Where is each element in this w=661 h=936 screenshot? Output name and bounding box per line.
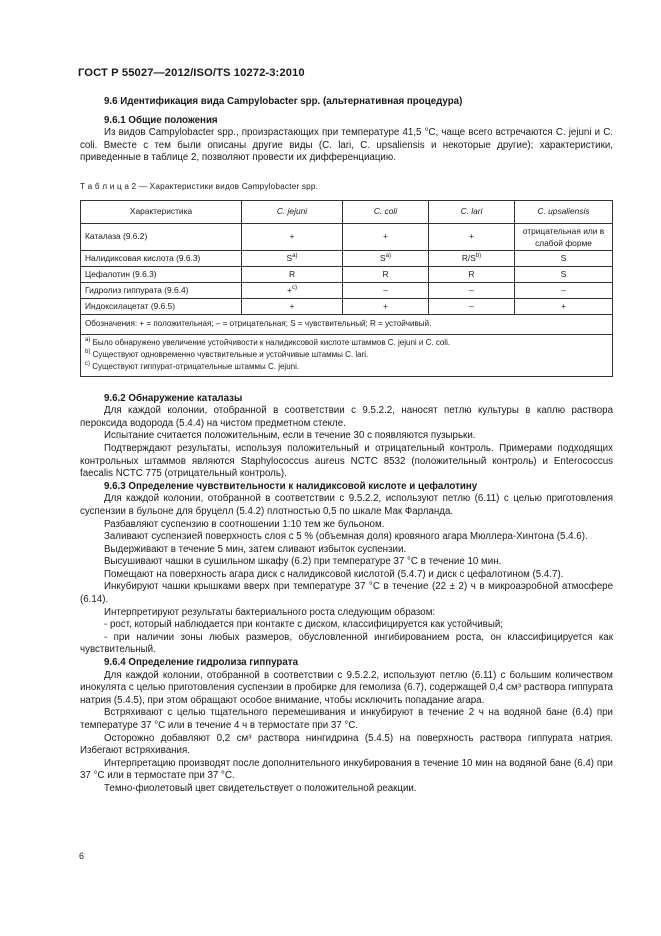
table-cell: + — [343, 298, 429, 314]
footnote-mark: с) — [291, 284, 297, 291]
table-cell: отрицательная или в слабой форме — [515, 223, 613, 250]
table-caption: Т а б л и ц а 2 — Характеристики видов Campylobacter spp. — [80, 181, 319, 191]
paragraph: Подтверждают результаты, используя положительный и отрицательный контроль. Примерами подходящих контрольных штаммов являются Staphylococcus aureus NCTC 8532 (положительный контроль) и Enterococcus faecalis NCTC 775 (отрицательный контроль). — [80, 442, 613, 480]
footnote-mark: b) — [85, 348, 91, 355]
footnote-mark: а) — [385, 252, 391, 259]
table-row — [81, 223, 613, 250]
subsection-title: 9.6.3 Определение чувствительности к налидиксовой кислоте и цефалотину — [104, 480, 478, 492]
table-cell — [429, 250, 515, 266]
characteristics-table — [80, 200, 613, 377]
paragraph: Высушивают чашки в сушильном шкафу (6.2) при температуре 37 °С в течение 10 мин. — [104, 556, 502, 568]
table-cell: Налидиксовая кислота (9.6.3) — [81, 250, 242, 266]
paragraph: Из видов Campylobacter spp., произрастающих при температуре 41,5 °С, чаще всего встречаются C. jejuni и C. coli. Вместе с тем были описаны другие виды (C. lari, C. upsaliensis и некоторые другие); характеристики, приведенные в таблице 2, позволяют провести их дифференциацию. — [80, 127, 613, 164]
table-header-cell: C. upsaliensis — [515, 200, 613, 223]
footnote-text: Существуют гиппурат-отрицательные штаммы C. jejuni. — [92, 361, 300, 371]
list-item: - при наличии зоны любых размеров, обусловленной ингибированием роста, он классифицируется как чувствительный. — [80, 631, 613, 656]
table-cell: – — [429, 282, 515, 298]
table-header-cell: C. coli — [343, 200, 429, 223]
table-cell: R — [429, 266, 515, 282]
table-legend: Обозначения: + = положительная; – = отрицательная; S = чувствительный; R = устойчивый. — [81, 314, 613, 334]
table-row — [81, 282, 613, 298]
table-cell: Гидролиз гиппурата (9.6.4) — [81, 282, 242, 298]
footnote — [85, 361, 608, 373]
paragraph: Встряхивают с целью тщательного перемешивания и инкубируют в течение 2 ч на водяной бане (6.4) при температуре 37 °С или в течение 4 ч в термостате при 37 °С. — [80, 707, 613, 731]
footnote-mark: а) — [292, 252, 298, 259]
document-header: ГОСТ Р 55027—2012/ISO/TS 10272-3:2010 — [78, 67, 305, 79]
paragraph: Инкубируют чашки крышками вверх при температуре 37 °С в течение (22 ± 2) ч в микроаэробной атмосфере (6.14). — [80, 581, 613, 606]
table-cell: – — [343, 282, 429, 298]
footnote-text: Было обнаружено увеличение устойчивости к налидиксовой кислоте штаммов C. jejuni и C. coli. — [92, 337, 451, 347]
table-header-cell: C. lari — [429, 200, 515, 223]
table-row — [81, 266, 613, 282]
table-row — [81, 298, 613, 314]
table-cell: + — [242, 298, 343, 314]
paragraph: Темно-фиолетовый цвет свидетельствует о положительной реакции. — [104, 782, 417, 794]
table-header-cell: Характеристика — [81, 200, 242, 223]
paragraph: Заливают суспензией поверхность слоя с 5 % (объемная доля) кровяного агара Мюллера-Хинтона (5.4.6). — [104, 531, 588, 543]
table-cell: + — [343, 223, 429, 250]
table-cell: – — [429, 298, 515, 314]
footnote-mark: а) — [85, 336, 91, 343]
subsection-title: 9.6.4 Определение гидролиза гиппурата — [104, 657, 299, 669]
paragraph: Помещают на поверхность агара диск с налидиксовой кислотой (5.4.7) и диск с цефалотином (5.4.7). — [104, 568, 564, 580]
footnote — [85, 337, 608, 349]
footnote-text: Существуют одновременно чувствительные и устойчивые штаммы C. lari. — [92, 349, 369, 359]
table-cell: Цефалотин (9.6.3) — [81, 266, 242, 282]
cell-value: + — [287, 284, 292, 295]
paragraph: Для каждой колонии, отобранной в соответствии с 9.5.2.2, наносят петлю культуры в каплю раствора пероксида водорода (5.4.4) на чистом предметном стекле. — [80, 405, 613, 429]
table-cell — [343, 250, 429, 266]
page-number: 6 — [79, 851, 85, 861]
subsection-title: 9.6.2 Обнаружение каталазы — [104, 392, 243, 404]
cell-value: S — [286, 252, 293, 263]
table-cell: R — [242, 266, 343, 282]
cell-value: R/S — [461, 252, 476, 263]
footnote-mark: b) — [475, 252, 482, 259]
table-footnotes-row — [81, 334, 613, 376]
table-cell: S — [515, 250, 613, 266]
paragraph: Для каждой колонии, отобранной в соответствии с 9.5.2.2, используют петлю (6.11) с большим количеством инокулята с целью приготовления суспензии в пробирке для гемолиза (6.7), содержащей 0,4 см³ раствора гиппурата натрия (5.4.5), при этом обращают особое внимание, чтобы исключить попадание агара. — [80, 669, 613, 706]
table-cell: + — [242, 223, 343, 250]
paragraph: Испытание считается положительным, если в течение 30 с появляются пузырьки. — [104, 430, 476, 442]
footnote — [85, 349, 608, 361]
table-cell — [242, 282, 343, 298]
subsection-title: 9.6.1 Общие положения — [104, 114, 218, 126]
paragraph: Выдерживают в течение 5 мин, затем сливают избыток суспензии. — [104, 543, 407, 555]
footnote-mark: с) — [85, 360, 90, 367]
table-cell — [242, 250, 343, 266]
paragraph: Осторожно добавляют 0,2 см³ раствора нингидрина (5.4.5) на поверхность раствора гиппурата натрия. Избегают встряхивания. — [80, 732, 613, 757]
cell-value: S — [380, 252, 386, 263]
table-header-cell: C. jejuni — [242, 200, 343, 223]
table-row — [81, 250, 613, 266]
section-9-6 — [80, 96, 613, 796]
table-cell: + — [429, 223, 515, 250]
paragraph: Интерпретацию производят после дополнительного инкубирования в течение 10 мин на водяной бане (6.4) при 37 °С или в термостате при 37 °С. — [80, 757, 613, 782]
list-item: - рост, который наблюдается при контакте с диском, классифицируется как устойчивый; — [104, 619, 503, 631]
table-note-row — [81, 314, 613, 334]
paragraph: Интерпретируют результаты бактериального роста следующим образом: — [104, 606, 436, 618]
paragraph: Для каждой колонии, отобранной в соответствии с 9.5.2.2, используют петлю (6.11) с целью приготовления суспензии в бульоне для бруцелл (5.4.2) плотностью 0,5 по шкале Мак Фарланда. — [80, 493, 613, 517]
table-cell: Каталаза (9.6.2) — [81, 223, 242, 250]
section-title: 9.6 Идентификация вида Campylobacter spp. (альтернативная процедура) — [104, 96, 463, 107]
table-cell: R — [343, 266, 429, 282]
table-header-row — [81, 200, 613, 223]
table-cell: + — [515, 298, 613, 314]
table-cell: – — [515, 282, 613, 298]
table-cell: Индоксилацетат (9.6.5) — [81, 298, 242, 314]
table-footnotes — [81, 334, 613, 376]
table-cell: S — [515, 266, 613, 282]
paragraph: Разбавляют суспензию в соотношении 1:10 тем же бульоном. — [104, 518, 385, 530]
